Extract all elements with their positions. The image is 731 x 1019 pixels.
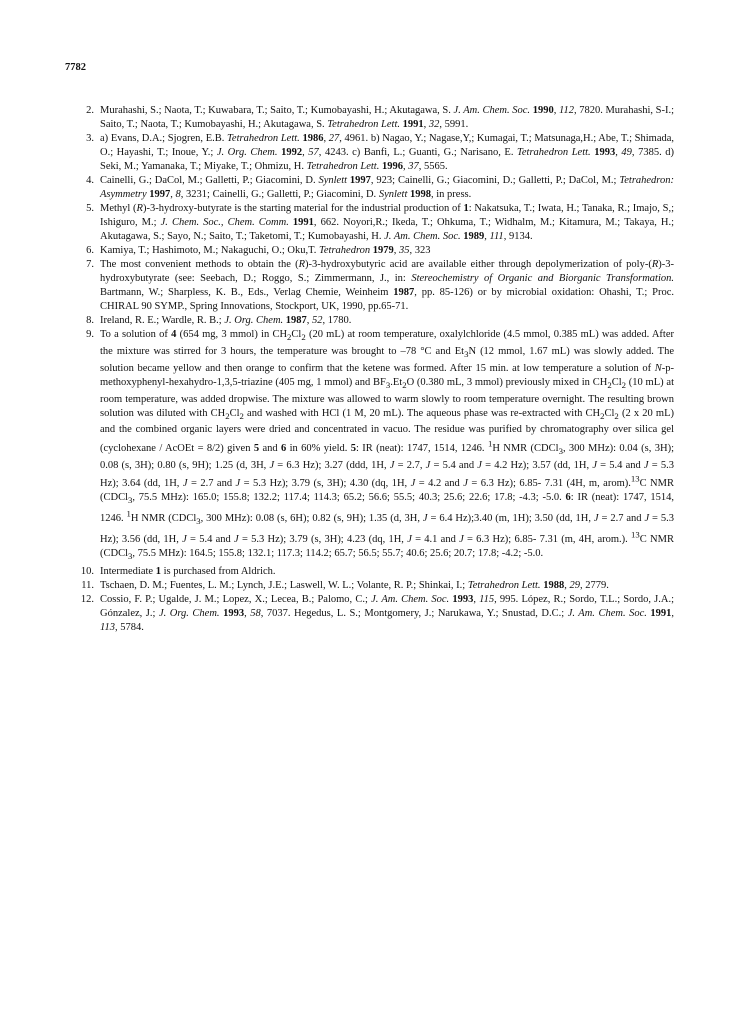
reference-item bbox=[86, 328, 675, 564]
reference-item bbox=[86, 132, 675, 173]
reference-text: Cainelli, G.; DaCol, M.; Galletti, P.; Giacomini, D. Synlett 1997, 923; Cainelli, G.; Giacomini, D.; Galletti, P.; DaCol, M.; Tetrahedron: Asymmetry 1997, 8, 3231; Cainelli, G.; Galletti, P.; Giacomini, D. Synlett 1998, in press. bbox=[100, 174, 675, 200]
reference-text: a) Evans, D.A.; Sjogren, E.B. Tetrahedron Lett. 1986, 27, 4961. b) Nagao, Y.; Nagase,Y,; Kumagai, T.; Matsunaga,H.; Abe, T.; Shimada, O.; Hayashi, T.; Inoue, Y.; J. Org. Chem. 1992, 57, 4243. c) Banfi, L.; Guanti, G.; Narisano, E. Tetrahedron Lett. 1993, 49, 7385. d) Seki, M.; Yamanaka, T.; Miyake, T.; Ohmizu, H. Tetrahedron Lett. 1996, 37, 5565. bbox=[100, 133, 675, 172]
reference-text: Tschaen, D. M.; Fuentes, L. M.; Lynch, J.E.; Laswell, W. L.; Volante, R. P.; Shinkai, I.; Tetrahedron Lett. 1988, 29, 2779. bbox=[100, 579, 609, 591]
reference-item bbox=[80, 565, 674, 579]
reference-text: Ireland, R. E.; Wardle, R. B.; J. Org. Chem. 1987, 52, 1780. bbox=[100, 314, 352, 326]
reference-number: 10. bbox=[80, 565, 94, 577]
reference-number: 2. bbox=[86, 105, 94, 116]
page-number: 7782 bbox=[65, 62, 86, 73]
reference-number: 7. bbox=[86, 259, 94, 271]
reference-text: Methyl (R)-3-hydroxy-butyrate is the starting material for the industrial production of 1: Nakatsuka, T.; Iwata, H.; Tanaka, R.; Imajo, S,; Ishiguro, M.; J. Chem. Soc., Chem. Comm. 1991, 662. Noyori,R.; Ikeda, T.; Ohkuma, T.; Widhalm, M.; Kitamura, M.; Takaya, H.; Akutagawa, S.; Sayo, N.; Saito, T.; Taketomi, T.; Kumobayashi, H. J. Am. Chem. Soc. 1989, 111, 9134. bbox=[100, 203, 675, 242]
reference-item bbox=[86, 174, 675, 202]
reference-item bbox=[86, 244, 674, 258]
reference-item bbox=[81, 579, 674, 593]
reference-number: 9. bbox=[86, 329, 94, 341]
reference-text: Intermediate 1 is purchased from Aldrich. bbox=[100, 565, 276, 577]
reference-number: 8. bbox=[86, 314, 94, 326]
reference-number: 4. bbox=[86, 174, 94, 186]
reference-number: 12. bbox=[80, 594, 94, 606]
reference-item bbox=[86, 258, 674, 313]
reference-text: Murahashi, S.; Naota, T.; Kuwabara, T.; Saito, T.; Kumobayashi, H.; Akutagawa, S. J. Am. Chem. Soc. 1990, 112, 7820. Murahashi, S-I.; Saito, T.; Naota, T.; Kumobayashi, H.; Akutagawa, S. Tetrahedron Lett. 1991, 32, 5991. bbox=[100, 105, 675, 130]
reference-text: To a solution of 4 (654 mg, 3 mmol) in $CH_2Cl_2$ (20 mL) at room temperature, oxalylchloride (4.5 mmol, 0.385 mL) was added. After the mixture was stirred for 3 hours, the temperature was brought to –78 °C and $Et_3N$ (12 mmol, 1.67 mL) was slowly added. The solution became yellow and then orange to confirm that the ketene was formed. After 15 min. at low temperature a solution of N-p-methoxyphenyl-hexahydro-1,3,5-triazine (405 mg, 1 mmol) and $BF_3.Et_2O$ (0.380 mL, 3 mmol) previously mixed in $CH_2Cl_2$ (10 mL) at room temperature, was added dropwise. The mixture was allowed to warm slowly to room temperature overnight. The resulting brown solution was diluted with $CH_2Cl_2$ and washed with HCl (1 M, 20 mL). The aqueous phase was re-extracted with $CH_2Cl_2$ (2 x 20 mL) and the combined organic layers were dried and concentrated in vacuo. The residue was purified by chromatography over silica gel (cyclohexane / AcOEt = 8/2) given 5 and 6 in 60% yield. 5: IR (neat): 1747, 1514, 1246. $^1$H NMR (CDCl$_3$, 300 MHz): 0.04 (s, 3H); 0.08 (s, 3H); 0.80 (s, 9H); 1.25 (d, 3H, J = 6.3 Hz); 3.27 (ddd, 1H, J = 2.7, J = 5.4 and J = 4.2 Hz); 3.57 (dd, 1H, J = 5.4 and J = 5.3 Hz); 3.64 (dd, 1H, J = 2.7 and J = 5.3 Hz); 3.79 (s, 3H); 4.30 (dq, 1H, J = 4.2 and J = 6.3 Hz); 6.85- 7.31 (4H, m, arom).$^{13}$C NMR (CDCl$_3$, 75.5 MHz): 165.0; 155.8; 132.2; 117.4; 114.3; 65.2; 56.6; 55.5; 40.3; 25.6; 22.6; 17.8; -4.3; -5.0. 6: IR (neat): 1747, 1514, 1246. $^1$H NMR (CDCl$_3$, 300 MHz): 0.08 (s, 6H); 0.82 (s, 9H); 1.35 (d, 3H, J = 6.4 Hz);3.40 (m, 1H); 3.50 (dd, 1H, J = 2.7 and J = 5.3 Hz); 3.56 (dd, 1H, J = 5.4 and J = 5.3 Hz); 3.79 (s, 3H); 4.23 (dq, 1H, J = 4.1 and J = 6.3 Hz); 6.85- 7.31 (m, 4H, arom.). $^{13}$C NMR (CDCl$_3$, 75.5 MHz): 164.5; 155.8; 132.1; 117.3; 114.2; 65.7; 56.5; 55.7; 40.6; 25.6; 20.7; 17.8; -4.2; -5.0. bbox=[100, 329, 675, 562]
reference-text: Cossio, F. P.; Ugalde, J. M.; Lopez, X.; Lecea, B.; Palomo, C.; J. Am. Chem. Soc. 1993, 115, 995. López, R.; Sordo, T.L.; Sordo, J.A.; Gónzalez, J.; J. Org. Chem. 1993, 58, 7037. Hegedus, L. S.; Montgomery, J.; Narukawa, Y.; Snustad, D.C.; J. Am. Chem. Soc. 1991, 113, 5784. bbox=[100, 594, 675, 633]
reference-item bbox=[80, 593, 675, 634]
reference-text: Kamiya, T.; Hashimoto, M.; Nakaguchi, O.; Oku,T. Tetrahedron 1979, 35, 323 bbox=[100, 244, 431, 256]
reference-item bbox=[86, 104, 675, 132]
reference-list bbox=[80, 104, 675, 635]
reference-number: 3. bbox=[86, 133, 94, 145]
reference-number: 11. bbox=[81, 579, 94, 591]
reference-text: The most convenient methods to obtain the (R)-3-hydroxybutyric acid are available either through depolymerization of poly-(R)-3-hydroxybutyrate (see: Seebach, D.; Roggo, S.; Zimmermann, J., in: Stereochemistry of Organic and Biorganic Transformation. Bartmann, W.; Sharpless, K. B., Eds., Verlag Chemie, Weinheim 1987, pp. 85-126) or by microbial oxidation: Ohashi, T.; Proc. CHIRAL 90 SYMP., Spring Innovations, Stockport, UK, 1990, pp.65-71. bbox=[100, 259, 674, 312]
reference-item bbox=[86, 202, 675, 243]
reference-number: 5. bbox=[86, 203, 94, 215]
reference-number: 6. bbox=[86, 244, 94, 256]
reference-item bbox=[86, 314, 674, 328]
